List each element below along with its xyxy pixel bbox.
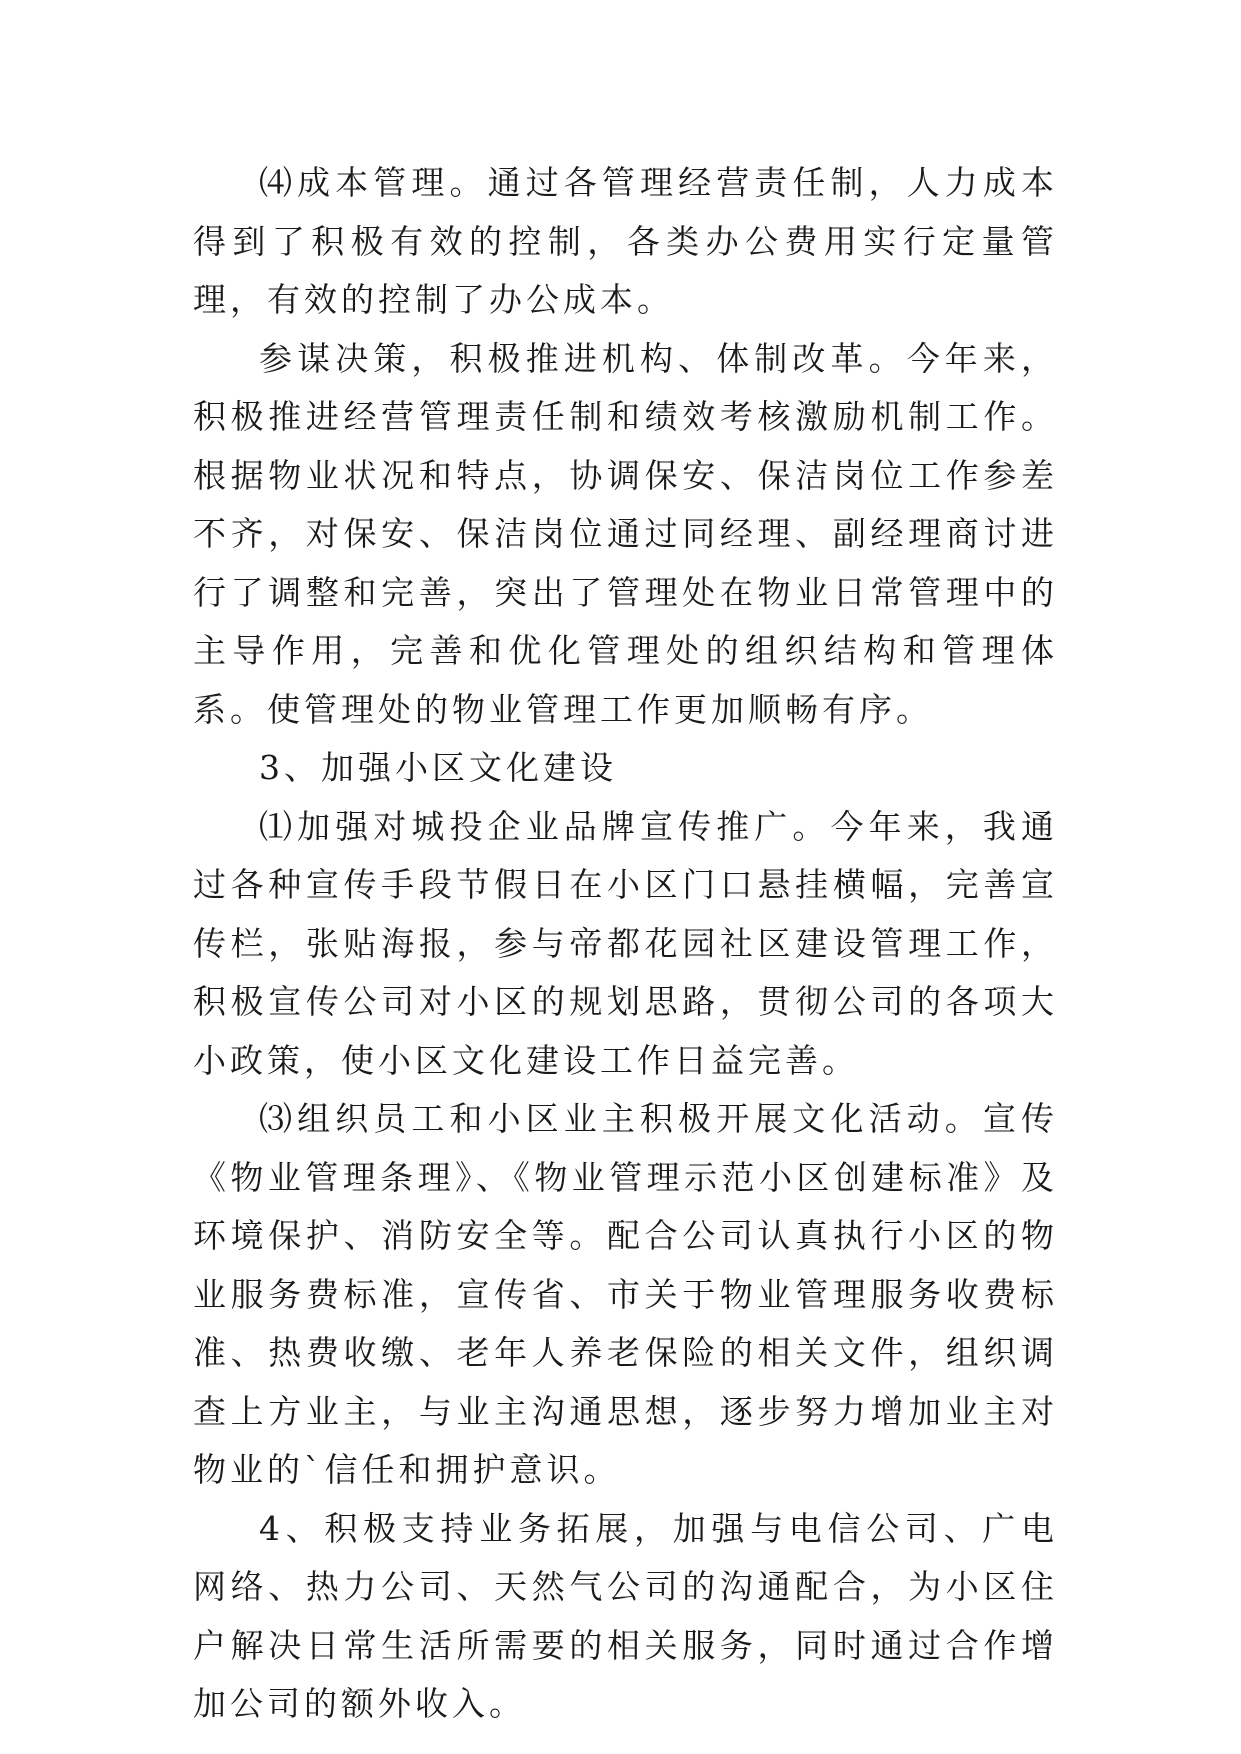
document-body	[193, 154, 1058, 1734]
section-heading-culture: 3、加强小区文化建设	[259, 748, 617, 787]
paragraph-brand-promotion: ⑴加强对城投企业品牌宣传推广。今年来，我通过各种宣传手段节假日在小区门口悬挂横幅，完善宣传栏，张贴海报，参与帝都花园社区建设管理工作，积极宣传公司对小区的规划思路，贯彻公司的各项大小政策，使小区文化建设工作日益完善。	[193, 806, 1058, 1080]
paragraph-business-expansion: 4、积极支持业务拓展，加强与电信公司、广电网络、热力公司、天然气公司的沟通配合，为小区住户解决日常生活所需要的相关服务，同时通过合作增加公司的额外收入。	[193, 1508, 1058, 1723]
paragraph-cost-management: ⑷成本管理。通过各管理经营责任制，人力成本得到了积极有效的控制，各类办公费用实行定量管理，有效的控制了办公成本。	[193, 163, 1058, 319]
paragraph-cultural-activities: ⑶组织员工和小区业主积极开展文化活动。宣传《物业管理条理》、《物业管理示范小区创建标准》及环境保护、消防安全等。配合公司认真执行小区的物业服务费标准，宣传省、市关于物业管理服务收费标准、热费收缴、老年人养老保险的相关文件，组织调查上方业主，与业主沟通思想，逐步努力增加业主对物业的`信任和拥护意识。	[193, 1099, 1058, 1489]
paragraph-decision-reform: 参谋决策，积极推进机构、体制改革。今年来，积极推进经营管理责任制和绩效考核激励机制工作。根据物业状况和特点，协调保安、保洁岗位工作参差不齐，对保安、保洁岗位通过同经理、副经理商讨进行了调整和完善，突出了管理处在物业日常管理中的主导作用，完善和优化管理处的组织结构和管理体系。使管理处的物业管理工作更加顺畅有序。	[193, 338, 1058, 729]
